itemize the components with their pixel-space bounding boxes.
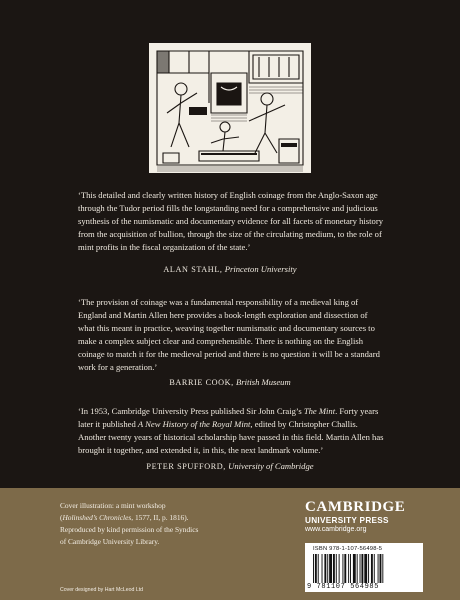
barcode-bar [348,554,349,583]
credit-line-4: of Cambridge University Library. [60,537,160,546]
barcode-bar [371,554,373,583]
barcode-bar [342,554,343,583]
reviewer-institution: University of Cambridge [228,461,314,471]
barcode-bar [364,554,367,583]
barcode-bar [327,554,328,583]
barcode-bar [339,554,340,583]
reviewer-name: ALAN STAHL, [163,265,223,274]
barcode-bar [380,554,382,583]
isbn-barcode-box [305,543,423,592]
review-quote-1: ‘This detailed and clearly written history of English coinage from the Anglo-Saxon age through the Tudor period fills the longstanding need for a comprehensive and judicious synthesis of the numismatic and documentary evidence for all facets of monetary history from the acquisition of bullion, through the size of the circulating medium, to the role of mint profits in the fiscal organization of the state.’ [78,190,383,252]
reviewer-institution: British Museum [236,377,291,387]
mint-workshop-woodcut-illustration [149,43,311,173]
barcode-bar [313,554,314,583]
barcode-bar [336,554,337,583]
quote-text: , edited by Christopher Challis. Another twenty years of historical scholarship have passed in this field. Martin Allen has brought it together, and extended it, in this, the next landmark volume.’ [78,418,384,455]
barcode-bar [353,554,356,583]
quote-text: ‘In 1953, Cambridge University Press published Sir John Craig’s [78,406,304,416]
chronicle-title: Holinshed’s Chronicles [62,513,132,522]
isbn-label: ISBN 978-1-107-56498-5 [313,546,383,552]
barcode-bar [350,554,351,583]
publisher-url: www.cambridge.org [305,526,367,533]
review-quote-2: ‘The provision of coinage was a fundamental responsibility of a medieval king of England and Martin Allen here provides a book-length exploration and dissection of what this meant in practice, weaving together numismatic and documentary sources to make a complex subject clear and comprehensible. There is nothing on the English coinage to match it for the medieval period and there is no question it will be a standard work for a generation.’ [78,297,380,372]
book-title-the-mint: The Mint [303,406,336,416]
review-attribution-1 [0,264,460,274]
cover-footer-band [0,488,460,600]
barcode-bar [378,554,379,583]
barcode-bar [333,554,335,583]
barcode-bar [344,554,346,583]
credit-citation: , 1577, II, p. 1816). [131,513,189,522]
barcode-bar [322,554,323,583]
credit-line-1: Cover illustration: a mint workshop [60,501,166,510]
barcode-bar [361,554,363,583]
woodcut-drawing [149,43,311,173]
cover-illustration-credit [60,500,280,548]
barcode-bar [382,554,383,583]
barcode-bar [318,554,319,583]
book-title-new-history: A New History of the Royal Mint [137,418,251,429]
barcode-bar [329,554,332,583]
reviewer-name: PETER SPUFFORD, [146,462,226,471]
barcode-bar [357,554,358,583]
publisher-logo [305,500,405,533]
barcode-bar [315,554,317,583]
publisher-subtitle: UNIVERSITY PRESS [305,516,389,525]
credit-line-2 [60,512,280,524]
open-paren: ( [60,513,63,522]
barcode-bar [368,554,369,583]
publisher-name: CAMBRIDGE [305,499,406,515]
review-attribution-3 [0,461,460,471]
cover-designer-credit: Cover designed by Hart McLeod Ltd [60,587,144,593]
review-attribution-2 [0,377,460,387]
barcode-bars [311,554,417,583]
credit-line-3: Reproduced by kind permission of the Syndics [60,525,199,534]
review-quote-3 [78,405,386,457]
reviewer-institution: Princeton University [224,264,297,274]
barcode-bar [360,554,361,583]
barcode-bar [374,554,375,583]
quote-text: . Forty years later it published [78,406,379,429]
reviewer-name: BARRIE COOK, [169,378,234,387]
barcode-digits: 9 781107 564985 [307,583,380,591]
barcode-bar [324,554,326,583]
